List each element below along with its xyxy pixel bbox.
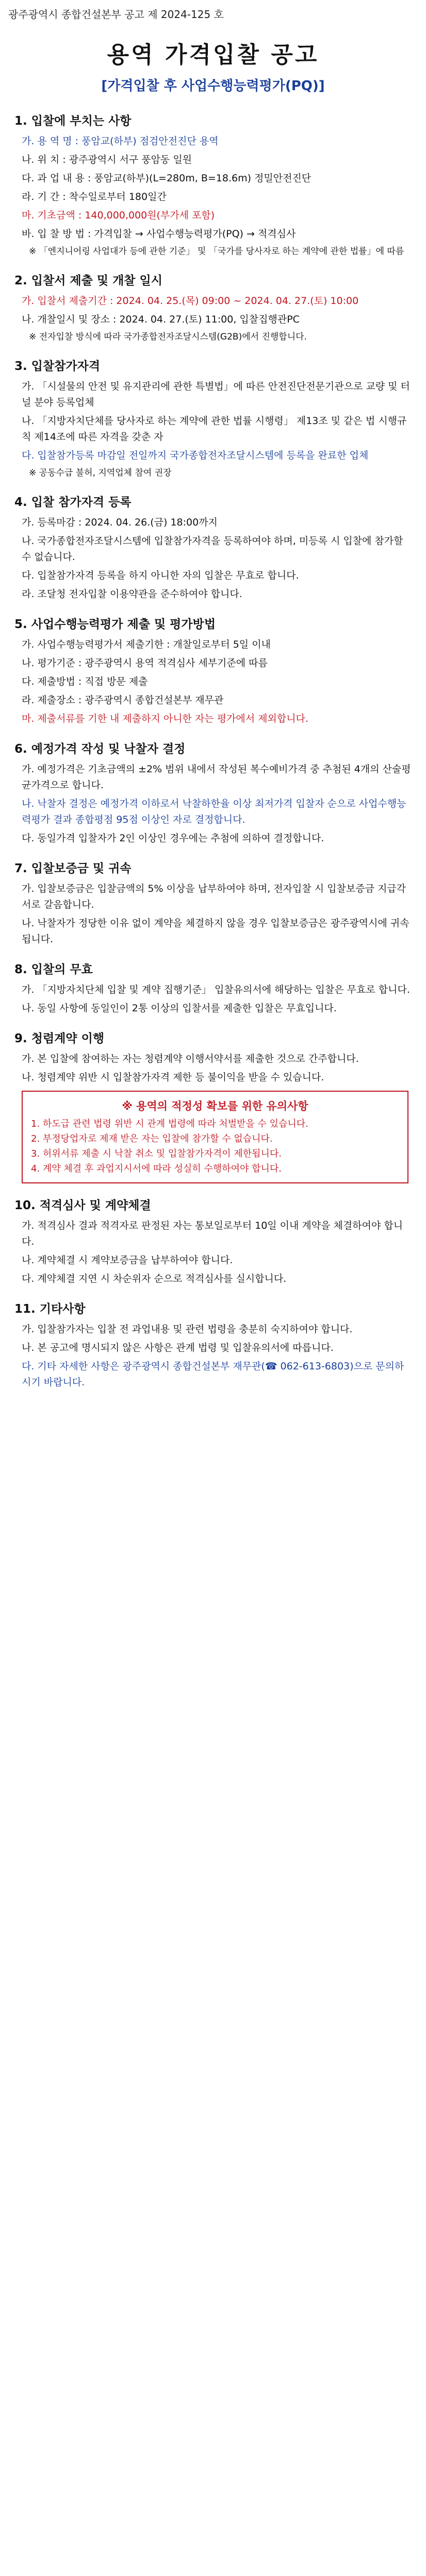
section-item: 다. 입찰참가등록 마감일 전일까지 국가종합전자조달시스템에 등록을 완료한 업체: [22, 450, 369, 461]
section-item: 가. 「지방자치단체 입찰 및 계약 집행기준」 입찰유의서에 해당하는 입찰은 무효로 합니다.: [22, 984, 410, 995]
section-item: 라. 기 간 : 착수일로부터 180일간: [22, 191, 167, 202]
notice-box-line: 4. 계약 체결 후 과업지시서에 따라 성실히 수행하여야 합니다.: [31, 1163, 282, 1174]
notice-number: 광주광역시 종합건설본부 공고 제 2024-125 호: [8, 8, 224, 21]
section-item: 다. 기타 자세한 사항은 광주광역시 종합건설본부 재무관(☎ 062-613-6803)으로 문의하시기 바랍니다.: [22, 1361, 404, 1388]
section-item: 가. 「시설물의 안전 및 유지관리에 관한 특별법」에 따른 안전진단전문기관으로 교량 및 터널 분야 등록업체: [22, 381, 410, 408]
section-item: 나. 동일 사항에 동일인이 2통 이상의 입찰서를 제출한 입찰은 무효입니다.: [22, 1003, 337, 1014]
section-item: 가. 용 역 명 : 풍암교(하부) 점검안전진단 용역: [22, 135, 219, 147]
section-item: 가. 적격심사 결과 적격자로 판정된 자는 통보일로부터 10일 이내 계약을 체결하여야 합니다.: [22, 1220, 403, 1247]
section-9: [14, 1029, 412, 1183]
section-title: 7. 입찰보증금 및 귀속: [14, 862, 132, 875]
section-title: 1. 입찰에 부치는 사항: [14, 114, 132, 128]
section-item: ※ 「엔지니어링 사업대가 등에 관한 기준」 및 「국가를 당사자로 하는 계약에 관한 법률」에 따름: [29, 246, 404, 257]
section-2: [14, 271, 412, 344]
section-item: 나. 낙찰자 결정은 예정가격 이하로서 낙찰하한율 이상 최저가격 입찰자 순으로 사업수행능력평가 결과 종합평점 95점 이상인 자로 결정합니다.: [22, 798, 406, 825]
section-item: 나. 평가기준 : 광주광역시 용역 적격심사 세부기준에 따름: [22, 657, 268, 669]
page-title: 용역 가격입찰 공고: [107, 42, 319, 68]
section-item: 마. 제출서류를 기한 내 제출하지 아니한 자는 평가에서 제외합니다.: [22, 713, 308, 724]
section-item: 나. 계약체결 시 계약보증금을 납부하여야 합니다.: [22, 1255, 233, 1266]
section-7: [14, 859, 412, 947]
section-item: 나. 위 치 : 광주광역시 서구 풍암동 일원: [22, 154, 192, 165]
notice-box-line: 2. 부정당업자로 제재 받은 자는 입찰에 참가할 수 없습니다.: [31, 1133, 273, 1144]
section-item: 나. 낙찰자가 정당한 이유 없이 계약을 체결하지 않을 경우 입찰보증금은 광주광역시에 귀속됩니다.: [22, 918, 409, 945]
section-item: 라. 제출장소 : 광주광역시 종합건설본부 재무관: [22, 694, 224, 706]
section-title: 10. 적격심사 및 계약체결: [14, 1199, 151, 1212]
section-item: 나. 개찰일시 및 장소 : 2024. 04. 27.(토) 11:00, 입찰집행관PC: [22, 314, 300, 325]
notice-box-line: 1. 하도급 관련 법령 위반 시 관계 법령에 따라 처벌받을 수 있습니다.: [31, 1118, 308, 1129]
section-item: 마. 기초금액 : 140,000,000원(부가세 포함): [22, 210, 215, 221]
section-item: 나. 본 공고에 명시되지 않은 사항은 관계 법령 및 입찰유의서에 따릅니다.: [22, 1342, 334, 1353]
section-title: 9. 청렴계약 이행: [14, 1032, 105, 1045]
section-item: ※ 전자입찰 방식에 따라 국가종합전자조달시스템(G2B)에서 진행합니다.: [29, 332, 307, 342]
section-title: 2. 입찰서 제출 및 개찰 일시: [14, 274, 162, 287]
section-8: [14, 960, 412, 1016]
section-item: 가. 본 입찰에 참여하는 자는 청렴계약 이행서약서를 제출한 것으로 간주합니다.: [22, 1053, 359, 1064]
section-4: [14, 493, 412, 602]
section-10: [14, 1196, 412, 1287]
section-5: [14, 615, 412, 727]
section-item: 가. 입찰보증금은 입찰금액의 5% 이상을 납부하여야 하며, 전자입찰 시 입찰보증금 지급각서로 갈음합니다.: [22, 883, 406, 910]
notice-box-title: ※ 용역의 적정성 확보를 위한 유의사항: [122, 1100, 308, 1112]
section-item: 가. 사업수행능력평가서 제출기한 : 개찰일로부터 5일 이내: [22, 639, 271, 650]
notice-box: [22, 1091, 408, 1183]
section-item: 다. 입찰참가자격 등록을 하지 아니한 자의 입찰은 무효로 합니다.: [22, 570, 299, 581]
notice-body: [14, 108, 412, 2576]
section-title: 3. 입찰참가자격: [14, 360, 101, 373]
section-item: 가. 예정가격은 기초금액의 ±2% 범위 내에서 작성된 복수예비가격 중 추첨된 4개의 산술평균가격으로 합니다.: [22, 764, 411, 791]
section-title: 5. 사업수행능력평가 제출 및 평가방법: [14, 618, 216, 631]
section-item: 나. 청렴계약 위반 시 입찰참가자격 제한 등 불이익을 받을 수 있습니다.: [22, 1072, 324, 1083]
section-item: 가. 입찰참가자는 입찰 전 과업내용 및 관련 법령을 충분히 숙지하여야 합니다.: [22, 1324, 353, 1335]
section-6: [14, 739, 412, 846]
section-title: 8. 입찰의 무효: [14, 963, 93, 976]
section-item: 라. 조달청 전자입찰 이용약관을 준수하여야 합니다.: [22, 588, 242, 600]
section-item: 다. 과 업 내 용 : 풍암교(하부)(L=280m, B=18.6m) 정밀안전진단: [22, 173, 312, 184]
section-title: 4. 입찰 참가자격 등록: [14, 496, 132, 509]
section-title: 6. 예정가격 작성 및 낙찰자 결정: [14, 742, 186, 756]
section-item: 다. 동일가격 입찰자가 2인 이상인 경우에는 추첨에 의하여 결정합니다.: [22, 833, 324, 844]
section-item: 다. 제출방법 : 직접 방문 제출: [22, 676, 148, 687]
page-subtitle: [가격입찰 후 사업수행능력평가(PQ)]: [101, 78, 325, 94]
section-item: 나. 「지방자치단체를 당사자로 하는 계약에 관한 법률 시행령」 제13조 및 같은 법 시행규칙 제14조에 따른 자격을 갖춘 자: [22, 415, 407, 443]
section-11: [14, 1299, 412, 1391]
section-item: 가. 입찰서 제출기간 : 2024. 04. 25.(목) 09:00 ~ 2024. 04. 27.(토) 10:00: [22, 295, 359, 307]
section-1: [14, 111, 412, 259]
section-item: ※ 공동수급 불허, 지역업체 참여 권장: [29, 468, 172, 478]
section-title: 11. 기타사항: [14, 1302, 86, 1316]
section-item: 나. 국가종합전자조달시스템에 입찰참가자격을 등록하여야 하며, 미등록 시 입찰에 참가할 수 없습니다.: [22, 535, 403, 563]
section-3: [14, 357, 412, 480]
notice-box-line: 3. 허위서류 제출 시 낙찰 취소 및 입찰참가자격이 제한됩니다.: [31, 1148, 282, 1159]
section-item: 다. 계약체결 지연 시 차순위자 순으로 적격심사를 실시합니다.: [22, 1273, 287, 1284]
section-item: 가. 등록마감 : 2024. 04. 26.(금) 18:00까지: [22, 517, 218, 528]
section-item: 바. 입 찰 방 법 : 가격입찰 → 사업수행능력평가(PQ) → 적격심사: [22, 228, 296, 240]
